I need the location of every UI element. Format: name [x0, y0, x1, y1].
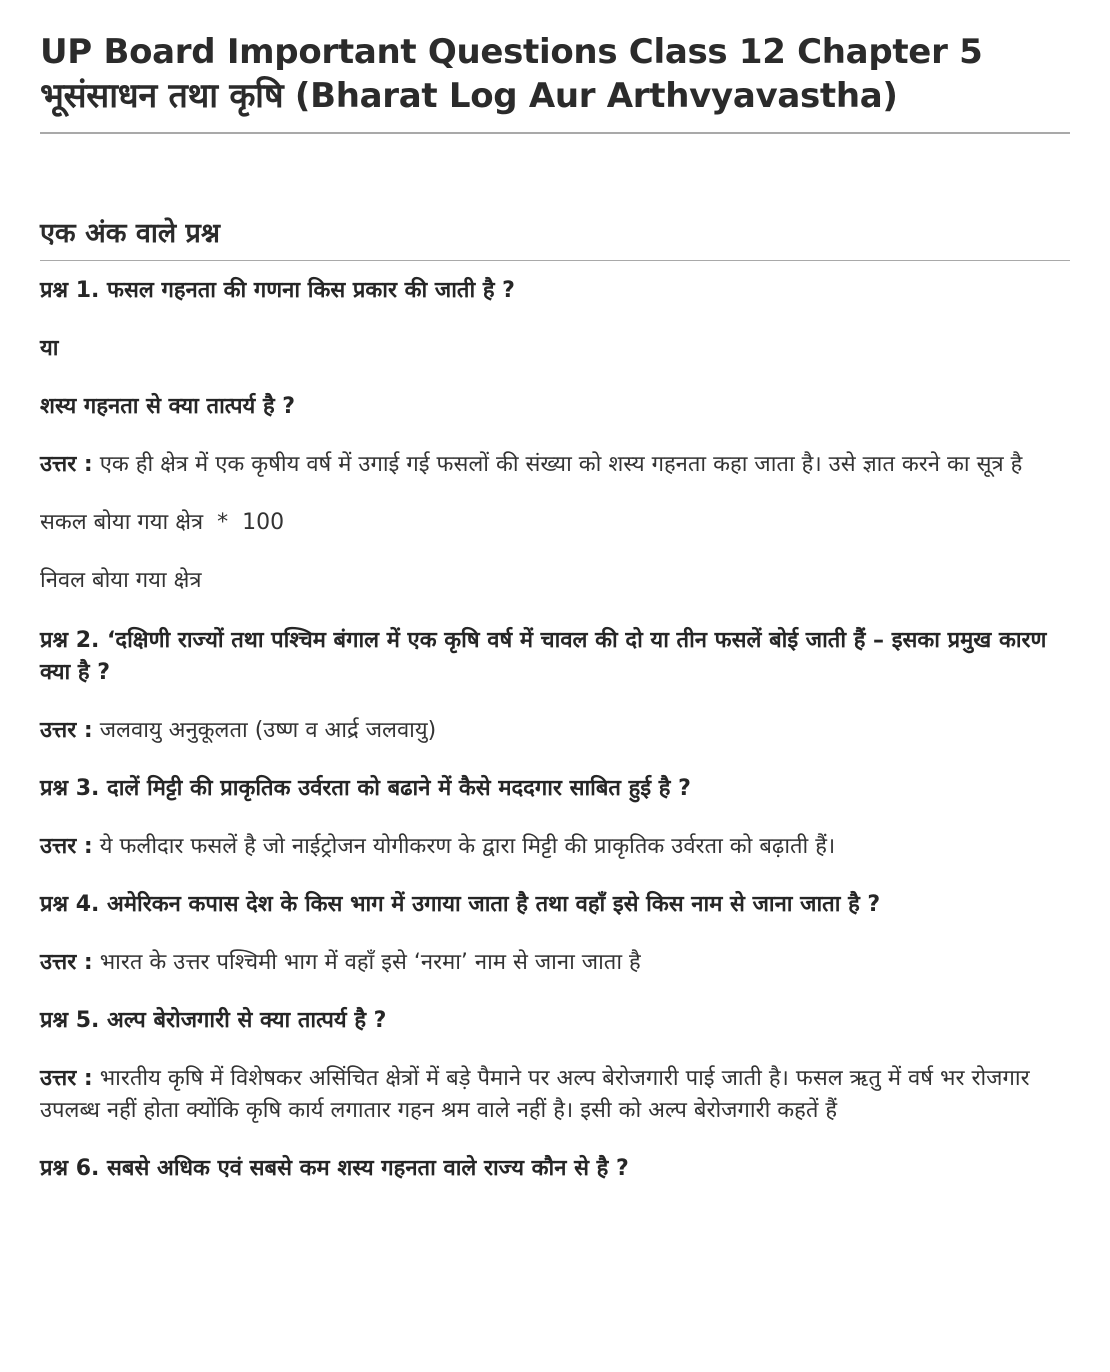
formula-numerator: सकल बोया गया क्षेत्र * 100: [40, 510, 285, 535]
answer-2-text: जलवायु अनुकूलता (उष्ण व आर्द्र जलवायु): [99, 718, 437, 743]
answer-label: उत्तर :: [40, 1066, 93, 1091]
section-divider: [40, 260, 1070, 261]
answer-5: [40, 1063, 1070, 1127]
answer-3-text: ये फलीदार फसलें है जो नाईट्रोजन योगीकरण के द्वारा मिट्टी की प्राकृतिक उर्वरता को बढ़ाती हैं।: [99, 834, 836, 859]
answer-4-text: भारत के उत्तर पश्चिमी भाग में वहाँ इसे ‘नरमा’ नाम से जाना जाता है: [99, 950, 641, 975]
page-title: [40, 30, 1070, 118]
page-title-line-2: भूसंसाधन तथा कृषि (Bharat Log Aur Arthvyavastha): [40, 76, 898, 116]
question-2: प्रश्न 2. ‘दक्षिणी राज्यों तथा पश्चिम बंगाल में एक कृषि वर्ष में चावल की दो या तीन फसलें बोई जाती हैं – इसका प्रमुख कारण क्या है ?: [40, 628, 1047, 685]
answer-1-text: एक ही क्षेत्र में एक कृषीय वर्ष में उगाई गई फसलों की संख्या को शस्य गहनता कहा जाता है। उसे ज्ञात करने का सूत्र है: [99, 452, 1023, 477]
question-1-or: या: [40, 336, 59, 361]
answer-label: उत्तर :: [40, 718, 93, 743]
answer-4: [40, 947, 1070, 979]
formula-denominator: निवल बोया गया क्षेत्र: [40, 568, 202, 593]
answer-label: उत्तर :: [40, 950, 93, 975]
answer-5-text: भारतीय कृषि में विशेषकर असिंचित क्षेत्रों में बड़े पैमाने पर अल्प बेरोजगारी पाई जाती है। फसल ऋतु में वर्ष भर रोजगार उपलब्ध नहीं होता क्योंकि कृषि कार्य लगातार गहन श्रम वाले नहीं है। इसी को अल्प बेरोजगारी कहतें हैं: [40, 1066, 1030, 1123]
question-6: प्रश्न 6. सबसे अधिक एवं सबसे कम शस्य गहनता वाले राज्य कौन से है ?: [40, 1156, 629, 1181]
question-1-alternate: शस्य गहनता से क्या तात्पर्य है ?: [40, 394, 296, 419]
answer-label: उत्तर :: [40, 452, 93, 477]
answer-1: [40, 449, 1070, 481]
question-1: प्रश्न 1. फसल गहनता की गणना किस प्रकार की जाती है ?: [40, 278, 515, 303]
question-3: प्रश्न 3. दालें मिट्टी की प्राकृतिक उर्वरता को बढाने में कैसे मददगार साबित हुई है ?: [40, 776, 691, 801]
question-4: प्रश्न 4. अमेरिकन कपास देश के किस भाग में उगाया जाता है तथा वहाँ इसे किस नाम से जाना जाता है ?: [40, 892, 881, 917]
question-5: प्रश्न 5. अल्प बेरोजगारी से क्या तात्पर्य है ?: [40, 1008, 387, 1033]
answer-3: [40, 831, 1070, 863]
document-page: [40, 30, 1070, 1185]
answer-label: उत्तर :: [40, 834, 93, 859]
page-title-line-1: UP Board Important Questions Class 12 Chapter 5: [40, 32, 983, 72]
answer-2: [40, 715, 1070, 747]
title-divider: [40, 132, 1070, 134]
section-heading: एक अंक वाले प्रश्न: [40, 218, 220, 249]
